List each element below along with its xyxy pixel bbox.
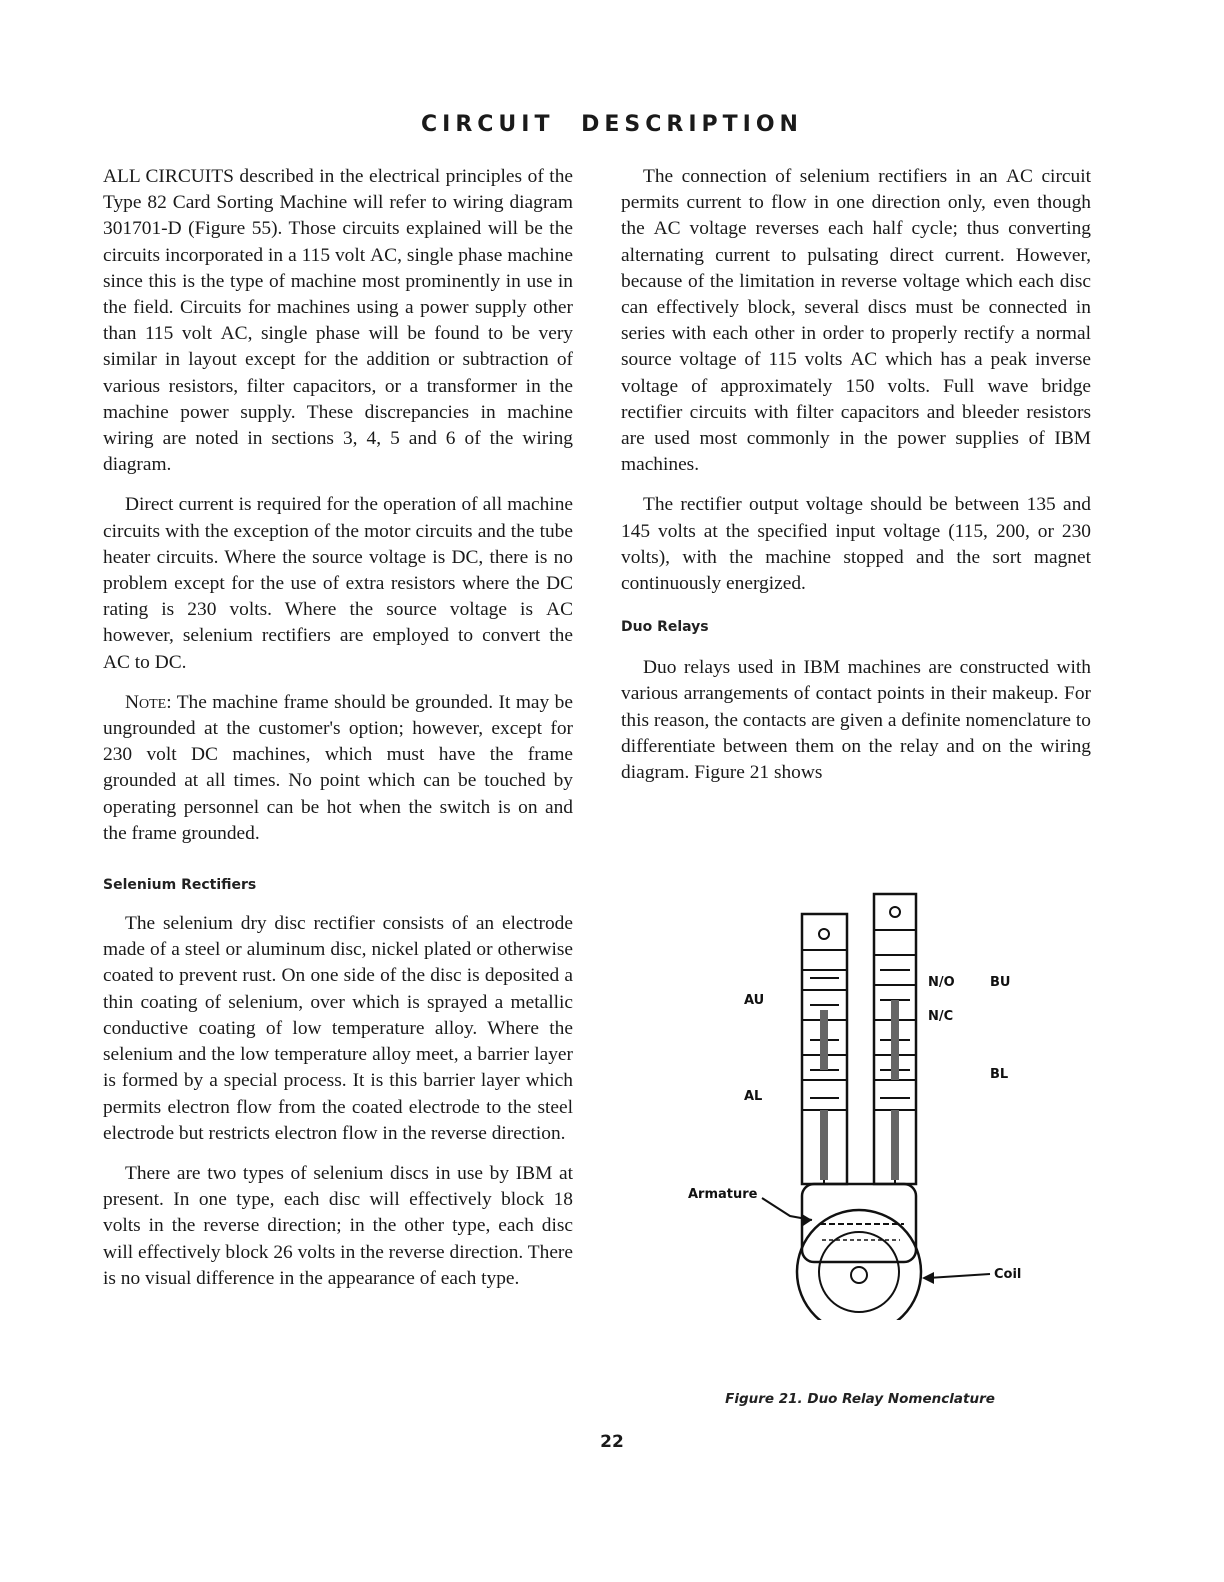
abbr-dc: DC (154, 651, 182, 673)
left-column (103, 164, 573, 1306)
lead-in: ALL CIRCUITS (103, 166, 234, 187)
heading-duo-relays: Duo Relays (621, 619, 709, 636)
text-run: Direct current is required for the operation of all machine circuits with the exception of the motor circuits and the tube heater circuits. Where the source voltage is (103, 494, 573, 568)
label-bu: BU (990, 975, 1011, 990)
text-run: to (129, 651, 155, 673)
label-no: N/O (928, 975, 955, 990)
paragraph-direct-current (103, 492, 573, 675)
text-run: rating is 230 volts. Where the source voltage is (103, 599, 547, 621)
left-insulator-bar (820, 1010, 828, 1070)
duo-relay-diagram (660, 880, 1060, 1320)
abbr-dc: DC (191, 744, 218, 766)
note-label: Note (125, 691, 167, 713)
coil-core (851, 1267, 867, 1283)
coil-inner (819, 1232, 899, 1312)
text-run: The connection of selenium rectifiers in an (643, 166, 1007, 187)
text-run: . (181, 651, 187, 673)
text-run: , single phase machine since this is the type of machine most prominently in use in the field. Circuits for machines using a power supply other than 115 volt (103, 244, 573, 345)
abbr-ac: AC (1006, 166, 1033, 187)
paragraph-selenium-types: There are two types of selenium discs in use by IBM at present. In one type, each disc will effectively block 18 volts in the reverse direction; in the other type, each disc will effectively block 26 volts in the reverse direction. There is no visual difference in the appearance of each type. (103, 1162, 573, 1289)
label-au: AU (744, 993, 765, 1008)
paragraph-selenium-disc: The selenium dry disc rectifier consists of an electrode made of a steel or aluminum disc, nickel plated or otherwise coated to prevent rust. On one side of the disc is deposited a thin coating of selenium, over which is sprayed a metallic conductive coating of low temperature alloy. Where the selenium and the low temperature alloy meet, a barrier layer is formed by a special process. It is this barrier layer which permits electron flow from the coated electrode to the steel electrode but restricts electron flow in the reverse direction. (103, 913, 573, 1144)
abbr-dc: DC (546, 573, 573, 595)
left-terminal-hole (819, 929, 829, 939)
text-run: which has a peak inverse voltage of approximately 150 volts. Full wave bridge rectifier circuits with filter capacitors and bleeder resistors are used most commonly in the power supplies of IBM machines. (621, 349, 1091, 476)
text-run: machines, which must have the frame grounded at all times. No point which can be touched by operating personnel can be hot when the switch is on and the frame grounded. (103, 744, 574, 844)
abbr-ac: AC (220, 323, 248, 345)
right-terminal-hole (890, 907, 900, 917)
text-run: described in the electrical principles of the Type 82 Card Sorting Machine will refer to wiring diagram 301701-D (Figure 55). Those circuits explained will be the circuits incorporated in a 115 volt (103, 166, 573, 266)
paragraph-note (103, 690, 573, 847)
page-title: CIRCUIT DESCRIPTION (421, 112, 803, 137)
coil-arrowhead (922, 1272, 934, 1284)
right-insulator-bar (891, 1000, 899, 1080)
text-run: , single phase will be found to be very similar in layout except for the addition or subtraction of various resistors, filter capacitors, or a transformer in the machine power supply. These discrepancies in machine wiring are noted in sections 3, 4, 5 and 6 of the wiring diagram. (103, 323, 573, 476)
paragraph-duo-relays: Duo relays used in IBM machines are constructed with various arrangements of contact points in their makeup. For this reason, the contacts are given a definite nomenclature to differentiate between them on the relay and on the wiring diagram. Figure 21 shows (621, 657, 1091, 784)
abbr-ac: AC (103, 651, 130, 673)
figure-duo-relay (660, 880, 1060, 1320)
armature-arrowhead (802, 1214, 812, 1226)
label-bl: BL (990, 1067, 1009, 1082)
label-coil: Coil (994, 1267, 1022, 1282)
figure-caption: Figure 21. Duo Relay Nomenclature (725, 1391, 995, 1407)
coil-outer (797, 1210, 921, 1320)
abbr-ac: AC (653, 218, 681, 240)
text-run: however, selenium rectifiers are employed to convert the (103, 625, 573, 647)
text-run: , there is no problem except for the use of extra resistors where the (103, 546, 573, 595)
text-run: circuit permits current to flow in one direction only, even though the (621, 166, 1091, 240)
paragraph-rectifier-connection (621, 164, 1091, 478)
label-al: AL (744, 1089, 763, 1104)
right-column (621, 164, 1091, 800)
abbr-ac: AC (546, 599, 573, 621)
label-armature: Armature (688, 1187, 758, 1202)
text-run: voltage reverses each half cycle; thus converting alternating current to pulsating direct current. However, because of the limitation in reverse voltage which each disc can effectively block, several discs must be connected in series with each other in order to properly rectify a normal source voltage of 115 volts (621, 218, 1091, 371)
abbr-ac: AC (850, 349, 878, 371)
right-lower-insulator (891, 1110, 899, 1180)
left-lower-insulator (820, 1110, 828, 1180)
page-number: 22 (600, 1432, 624, 1452)
coil-leader (928, 1274, 990, 1278)
paragraph-output-voltage: The rectifier output voltage should be between 135 and 145 volts at the specified input voltage (115, 200, or 230 volts), with the machine stopped and the sort magnet continuously energized. (621, 494, 1091, 595)
text-run: : The machine frame should be grounded. It may be ungrounded at the customer's option; however, except for 230 volt (103, 691, 573, 766)
label-nc: N/C (928, 1009, 954, 1024)
abbr-dc: DC (451, 546, 479, 568)
abbr-ac: AC (370, 244, 398, 266)
paragraph-all-circuits (103, 164, 573, 478)
heading-selenium-rectifiers: Selenium Rectifiers (103, 877, 257, 894)
